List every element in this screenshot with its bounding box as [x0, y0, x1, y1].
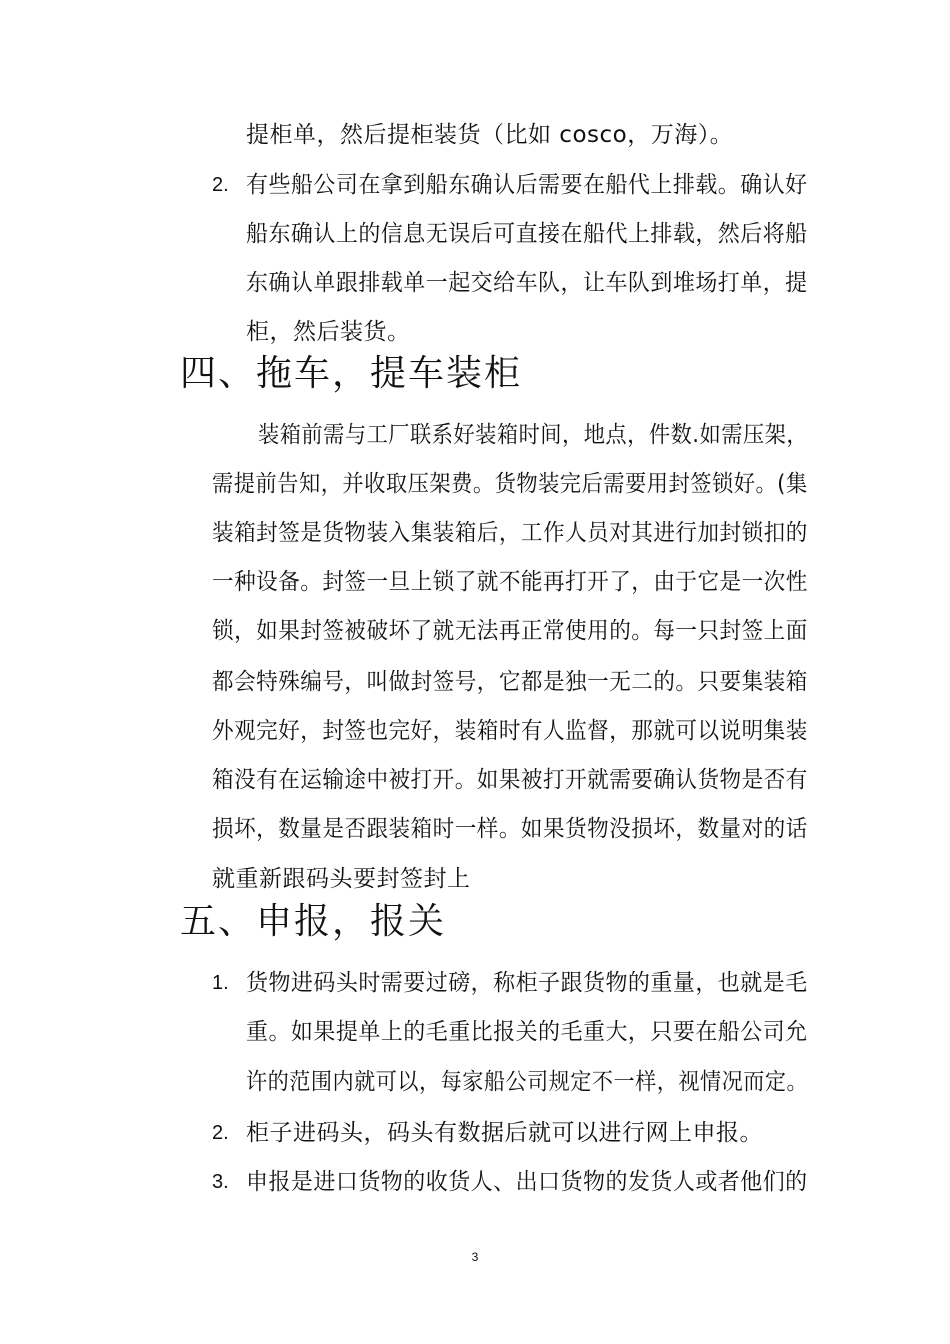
- paragraph-line: 锁，如果封签被破坏了就无法再正常使用的。每一只封签上面: [212, 618, 808, 644]
- section-heading: 四、拖车，提车装柜: [180, 353, 523, 394]
- list-item-line: 货物进码头时需要过磅，称柜子跟货物的重量，也就是毛: [246, 970, 808, 996]
- list-item-line: 有些船公司在拿到船东确认后需要在船代上排载。确认好: [246, 172, 808, 198]
- page-number: 3: [471, 1250, 479, 1264]
- section-heading: 五、申报，报关: [180, 901, 447, 942]
- list-number: 2.: [212, 174, 229, 196]
- list-number: 2.: [212, 1122, 229, 1144]
- paragraph-line: 需提前告知，并收取压架费。货物装完后需要用封签锁好。(集: [212, 471, 808, 497]
- paragraph-line: 损坏，数量是否跟装箱时一样。如果货物没损坏，数量对的话: [212, 816, 808, 842]
- paragraph-line: 就重新跟码头要封签封上: [212, 866, 471, 892]
- paragraph-line: 装箱封签是货物装入集装箱后，工作人员对其进行加封锁扣的: [212, 520, 808, 546]
- paragraph-line: 外观完好，封签也完好，装箱时有人监督，那就可以说明集装: [212, 718, 808, 744]
- list-item-line: 重。如果提单上的毛重比报关的毛重大，只要在船公司允: [246, 1019, 808, 1045]
- paragraph-line: 都会特殊编号，叫做封签号，它都是独一无二的。只要集装箱: [212, 669, 808, 695]
- list-item-line: 东确认单跟排载单一起交给车队，让车队到堆场打单，提: [246, 270, 808, 296]
- list-item-line: 船东确认上的信息无误后可直接在船代上排载，然后将船: [246, 221, 808, 247]
- list-item-line: 许的范围内就可以，每家船公司规定不一样，视情况而定。: [246, 1069, 809, 1095]
- paragraph-line: 箱没有在运输途中被打开。如果被打开就需要确认货物是否有: [212, 767, 808, 793]
- paragraph-line: 装箱前需与工厂联系好装箱时间，地点，件数.如需压架，: [258, 422, 809, 448]
- intro-line: 提柜单，然后提柜装货（比如 cosco，万海）。: [246, 122, 734, 148]
- paragraph-line: 一种设备。封签一旦上锁了就不能再打开了，由于它是一次性: [212, 569, 808, 595]
- list-item-line: 柜，然后装货。: [246, 319, 411, 345]
- list-number: 3.: [212, 1171, 229, 1193]
- list-number: 1.: [212, 972, 229, 994]
- list-item-line: 柜子进码头，码头有数据后就可以进行网上申报。: [246, 1120, 763, 1146]
- list-item-line: 申报是进口货物的收货人、出口货物的发货人或者他们的: [246, 1169, 808, 1195]
